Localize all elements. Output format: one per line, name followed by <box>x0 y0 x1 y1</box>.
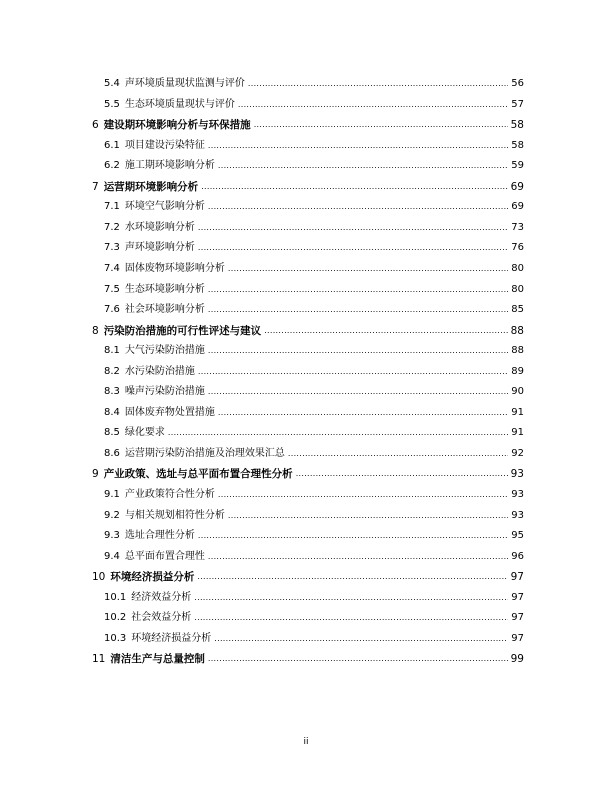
toc-entry-number: 10.2 <box>104 612 127 624</box>
toc-section-entry[interactable] <box>104 241 524 255</box>
dot-leader <box>198 529 508 543</box>
toc-entry-number: 8.3 <box>104 386 120 398</box>
toc-entry-title: 清洁生产与总量控制 <box>110 653 205 666</box>
toc-entry-title: 项目建设污染特征 <box>124 139 205 151</box>
dot-leader <box>218 159 508 173</box>
dot-leader <box>168 426 508 440</box>
dot-leader <box>254 118 508 132</box>
dot-leader <box>208 200 508 214</box>
toc-entry-title: 绿化要求 <box>124 427 165 439</box>
toc-entry-number: 7.5 <box>104 283 120 295</box>
toc-entry-number: 10 <box>92 571 106 584</box>
toc-entry-page: 91 <box>511 427 524 439</box>
dot-leader <box>238 98 508 112</box>
toc-entry-page: 88 <box>511 345 524 357</box>
toc-entry-number: 7.2 <box>104 221 120 233</box>
toc-entry-title: 选址合理性分析 <box>124 530 195 542</box>
toc-entry-number: 7.1 <box>104 201 120 213</box>
toc-entry-page: 58 <box>511 139 524 151</box>
toc-section-entry[interactable] <box>104 139 524 153</box>
toc-entry-page: 93 <box>510 468 524 481</box>
toc-entry-number: 10.3 <box>104 632 127 644</box>
toc-section-entry[interactable] <box>104 550 524 564</box>
toc-entry-title: 固体废弃物处置措施 <box>124 406 215 418</box>
toc-entry-number: 6 <box>92 119 99 132</box>
toc-entry-page: 58 <box>510 119 524 132</box>
toc-entry-title: 环境经济损益分析 <box>110 571 195 584</box>
toc-section-entry[interactable] <box>104 283 524 297</box>
toc-section-entry[interactable] <box>104 385 524 399</box>
toc-section-entry[interactable] <box>104 77 524 91</box>
toc-section-entry[interactable] <box>104 221 524 235</box>
dot-leader <box>214 632 508 646</box>
toc-entry-page: 88 <box>510 324 524 337</box>
toc-entry-page: 73 <box>511 221 524 233</box>
toc-entry-page: 90 <box>511 386 524 398</box>
dot-leader <box>198 241 508 255</box>
toc-entry-page: 96 <box>511 550 524 562</box>
toc-entry-page: 76 <box>511 242 524 254</box>
toc-entry-title: 经济效益分析 <box>131 591 192 603</box>
toc-entry-page: 85 <box>511 304 524 316</box>
toc-entry-page: 97 <box>511 591 524 603</box>
toc-section-entry[interactable] <box>104 406 524 420</box>
dot-leader <box>198 365 508 379</box>
dot-leader <box>218 406 508 420</box>
toc-entry-title: 运营期环境影响分析 <box>103 180 199 193</box>
dot-leader <box>208 652 508 666</box>
toc-chapter-entry[interactable] <box>92 467 524 481</box>
toc-chapter-entry[interactable] <box>92 180 524 194</box>
dot-leader <box>288 447 508 461</box>
toc-entry-number: 5.5 <box>104 98 120 110</box>
toc-section-entry[interactable] <box>104 262 524 276</box>
dot-leader <box>208 385 508 399</box>
toc-section-entry[interactable] <box>104 447 524 461</box>
toc-entry-number: 9.3 <box>104 530 120 542</box>
toc-entry-page: 89 <box>511 365 524 377</box>
dot-leader <box>228 262 508 276</box>
page-number-footer: ii <box>303 737 309 747</box>
dot-leader <box>208 139 508 153</box>
toc-entry-number: 9.4 <box>104 550 120 562</box>
toc-entry-title: 社会环境影响分析 <box>124 304 205 316</box>
toc-entry-title: 总平面布置合理性 <box>124 550 205 562</box>
toc-entry-number: 8.5 <box>104 427 120 439</box>
toc-entry-number: 8.6 <box>104 447 120 459</box>
toc-entry-number: 8.4 <box>104 406 120 418</box>
toc-entry-number: 7 <box>92 180 99 193</box>
dot-leader <box>208 344 508 358</box>
toc-entry-page: 93 <box>511 509 524 521</box>
toc-entry-page: 92 <box>511 447 524 459</box>
toc-entry-title: 生态环境质量现状与评价 <box>124 98 235 110</box>
toc-entry-number: 6.2 <box>104 160 120 172</box>
toc-entry-title: 环境经济损益分析 <box>131 632 212 644</box>
toc-entry-number: 7.4 <box>104 262 120 274</box>
dot-leader <box>194 591 508 605</box>
toc-entry-number: 7.6 <box>104 304 120 316</box>
toc-entry-title: 运营期污染防治措施及治理效果汇总 <box>124 447 285 459</box>
toc-entry-number: 11 <box>92 653 106 666</box>
toc-section-entry[interactable] <box>104 303 524 317</box>
toc-entry-title: 建设期环境影响分析与环保措施 <box>103 119 251 132</box>
toc-entry-page: 69 <box>510 180 524 193</box>
toc-entry-title: 污染防治措施的可行性评述与建议 <box>103 324 262 337</box>
toc-section-entry[interactable] <box>104 344 524 358</box>
toc-entry-title: 产业政策、选址与总平面布置合理性分析 <box>103 468 293 481</box>
toc-section-entry[interactable] <box>104 426 524 440</box>
toc-entry-page: 57 <box>511 98 524 110</box>
dot-leader <box>201 180 507 194</box>
toc-entry-title: 与相关规划相符性分析 <box>124 509 225 521</box>
toc-chapter-entry[interactable] <box>92 652 524 666</box>
dot-leader <box>194 611 508 625</box>
toc-chapter-entry[interactable] <box>92 118 524 132</box>
toc-entry-title: 施工期环境影响分析 <box>124 160 215 172</box>
dot-leader <box>197 570 507 584</box>
toc-entry-number: 9 <box>92 468 99 481</box>
toc-entry-number: 8.2 <box>104 365 120 377</box>
dot-leader <box>248 77 508 91</box>
toc-entry-page: 99 <box>510 653 524 666</box>
toc-entry-number: 5.4 <box>104 78 120 89</box>
toc-section-entry[interactable] <box>104 365 524 379</box>
toc-entry-title: 声环境质量现状监测与评价 <box>124 78 245 89</box>
toc-entry-title: 环境空气影响分析 <box>124 201 205 213</box>
dot-leader <box>208 303 508 317</box>
toc-entry-page: 56 <box>511 78 524 89</box>
toc-section-entry[interactable] <box>104 98 524 112</box>
toc-section-entry[interactable] <box>104 591 524 605</box>
toc-entry-page: 69 <box>511 201 524 213</box>
toc-entry-number: 8.1 <box>104 345 120 357</box>
toc-entry-title: 社会效益分析 <box>131 612 192 624</box>
dot-leader <box>218 488 508 502</box>
toc-entry-title: 声环境影响分析 <box>124 242 195 254</box>
toc-entry-title: 固体废物环境影响分析 <box>124 262 225 274</box>
toc-section-entry[interactable] <box>104 632 524 646</box>
toc-entry-number: 7.3 <box>104 242 120 254</box>
dot-leader <box>198 221 508 235</box>
toc-chapter-entry[interactable] <box>92 324 524 338</box>
toc-entry-page: 95 <box>511 530 524 542</box>
toc-entry-number: 8 <box>92 324 99 337</box>
toc-entry-number: 9.1 <box>104 489 120 500</box>
toc-section-entry[interactable] <box>104 488 524 502</box>
toc-entry-page: 80 <box>511 262 524 274</box>
toc-entry-title: 噪声污染防治措施 <box>124 386 205 398</box>
dot-leader <box>228 509 508 523</box>
dot-leader <box>208 283 508 297</box>
dot-leader <box>208 550 508 564</box>
toc-entry-title: 生态环境影响分析 <box>124 283 205 295</box>
toc-entry-title: 水污染防治措施 <box>124 365 195 377</box>
toc-section-entry[interactable] <box>104 611 524 625</box>
toc-entry-page: 97 <box>511 612 524 624</box>
toc-entry-page: 59 <box>511 160 524 172</box>
toc-entry-page: 93 <box>511 489 524 500</box>
toc-section-entry[interactable] <box>104 159 524 173</box>
toc-entry-title: 产业政策符合性分析 <box>124 489 215 500</box>
toc-section-entry[interactable] <box>104 509 524 523</box>
toc-entry-page: 97 <box>510 571 524 584</box>
toc-section-entry[interactable] <box>104 200 524 214</box>
dot-leader <box>264 324 507 338</box>
toc-entry-page: 80 <box>511 283 524 295</box>
dot-leader <box>296 467 508 481</box>
toc-entry-page: 97 <box>511 632 524 644</box>
toc-entry-title: 水环境影响分析 <box>124 221 195 233</box>
toc-chapter-entry[interactable] <box>92 570 524 584</box>
toc-entry-number: 9.2 <box>104 509 120 521</box>
toc-entry-title: 大气污染防治措施 <box>124 345 205 357</box>
toc-entry-page: 91 <box>511 406 524 418</box>
toc-section-entry[interactable] <box>104 529 524 543</box>
toc-entry-number: 10.1 <box>104 591 127 603</box>
toc-entry-number: 6.1 <box>104 139 120 151</box>
